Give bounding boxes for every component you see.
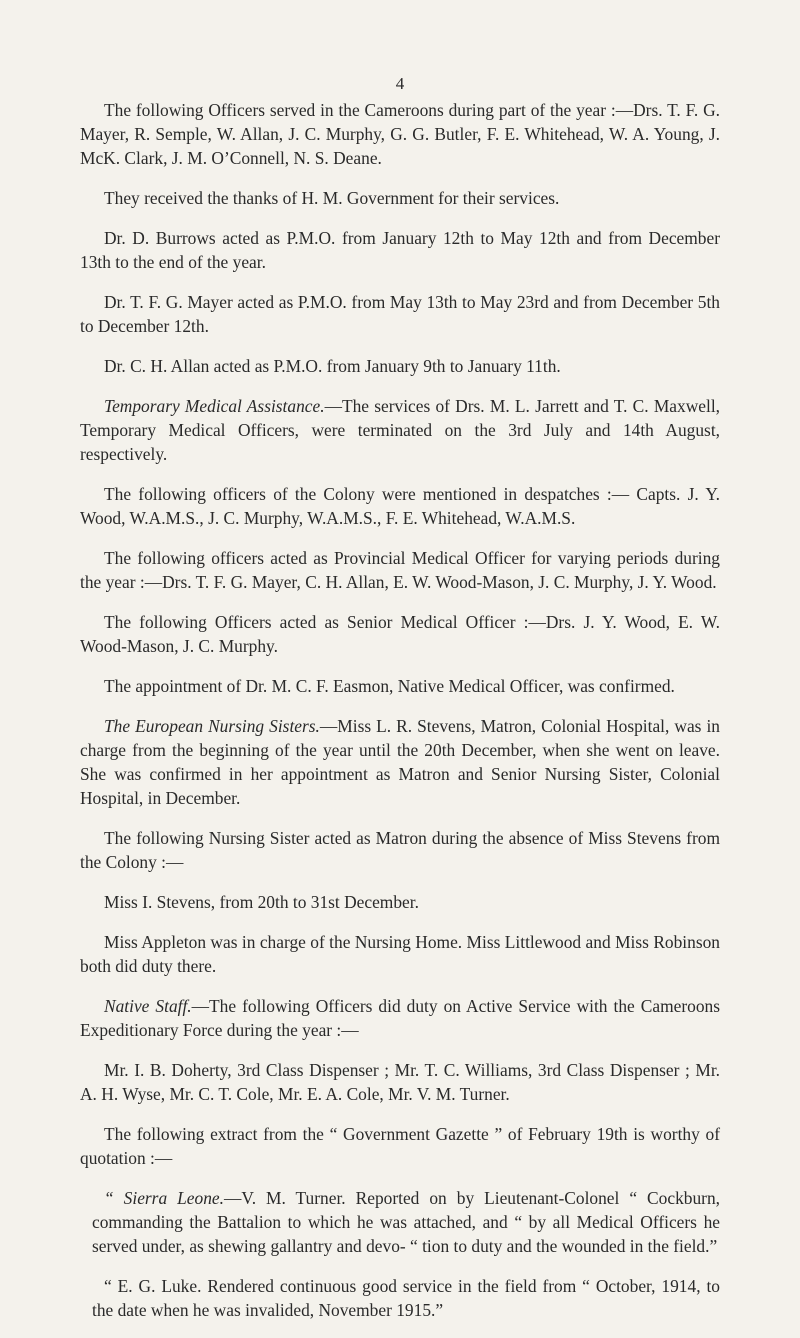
paragraph: The following Officers served in the Cameroons during part of the year :—Drs. T. F. G. Mayer, R. Semple, W. Allan, J. C. Murphy, G. G. Butler, F. E. Whitehead, W. A. Young, J. McK. Clark, J. M. O’Connell, N. S. Deane. [80,100,720,168]
paragraph: Dr. T. F. G. Mayer acted as P.M.O. from May 13th to May 23rd and from December 5th to December 12th. [80,292,720,336]
paragraph: Dr. C. H. Allan acted as P.M.O. from January 9th to January 11th. [104,356,561,376]
paragraph: Dr. D. Burrows acted as P.M.O. from January 12th to May 12th and from December 13th to the end of the year. [80,228,720,272]
section-heading: Native Staff. [104,996,192,1016]
document-body [80,98,720,1338]
paragraph: Mr. I. B. Doherty, 3rd Class Dispenser ; Mr. T. C. Williams, 3rd Class Dispenser ; Mr. A. H. Wyse, Mr. C. T. Cole, Mr. E. A. Cole, Mr. V. M. Turner. [80,1060,720,1104]
paragraph: Miss I. Stevens, from 20th to 31st December. [104,892,419,912]
paragraph: The European Nursing Sisters.—Miss L. R. Stevens, Matron, Colonial Hospital, was in charge from the beginning of the year until the 20th December, when she went on leave. She was confirmed in her appointment as Matron and Senior Nursing Sister, Colonial Hospital, in December. [80,716,720,808]
paragraph: Temporary Medical Assistance.—The services of Drs. M. L. Jarrett and T. C. Maxwell, Temporary Medical Officers, were terminated on the 3rd July and 14th August, respectively. [80,396,721,464]
paragraph: Miss Appleton was in charge of the Nursing Home. Miss Littlewood and Miss Robinson both did duty there. [80,932,720,976]
paragraph: The following Officers acted as Senior Medical Officer :—Drs. J. Y. Wood, E. W. Wood-Mason, J. C. Murphy. [80,612,720,656]
gazette-quote: “ Sierra Leone.—V. M. Turner. Reported on by Lieutenant-Colonel “ Cockburn, commanding the Battalion to which he was attached, and “ by all Medical Officers he served under, as shewing gallantry and devo- “ tion to duty and the wounded in the field.” [92,1188,720,1256]
section-heading: The European Nursing Sisters. [104,716,320,736]
section-heading: Temporary Medical Assistance. [104,396,325,416]
page-number: 4 [395,74,405,93]
paragraph: The appointment of Dr. M. C. F. Easmon, Native Medical Officer, was confirmed. [104,676,675,696]
gazette-quote: “ E. G. Luke. Rendered continuous good service in the field from “ October, 1914, to the date when he was invalided, November 1915.” [92,1276,720,1320]
paragraph: The following officers acted as Provincial Medical Officer for varying periods during the year :—Drs. T. F. G. Mayer, C. H. Allan, E. W. Wood-Mason, J. C. Murphy, J. Y. Wood. [80,548,720,592]
paragraph: They received the thanks of H. M. Government for their services. [104,188,560,208]
paragraph: Native Staff.—The following Officers did duty on Active Service with the Cameroons Expeditionary Force during the year :— [80,996,720,1040]
paragraph: The following officers of the Colony were mentioned in despatches :— Capts. J. Y. Wood, W.A.M.S., J. C. Murphy, W.A.M.S., F. E. Whitehead, W.A.M.S. [80,484,720,528]
paragraph: The following Nursing Sister acted as Matron during the absence of Miss Stevens from the Colony :— [80,828,720,872]
paragraph: The following extract from the “ Government Gazette ” of February 19th is worthy of quotation :— [80,1124,720,1168]
quote-heading: “ Sierra Leone. [104,1188,224,1208]
